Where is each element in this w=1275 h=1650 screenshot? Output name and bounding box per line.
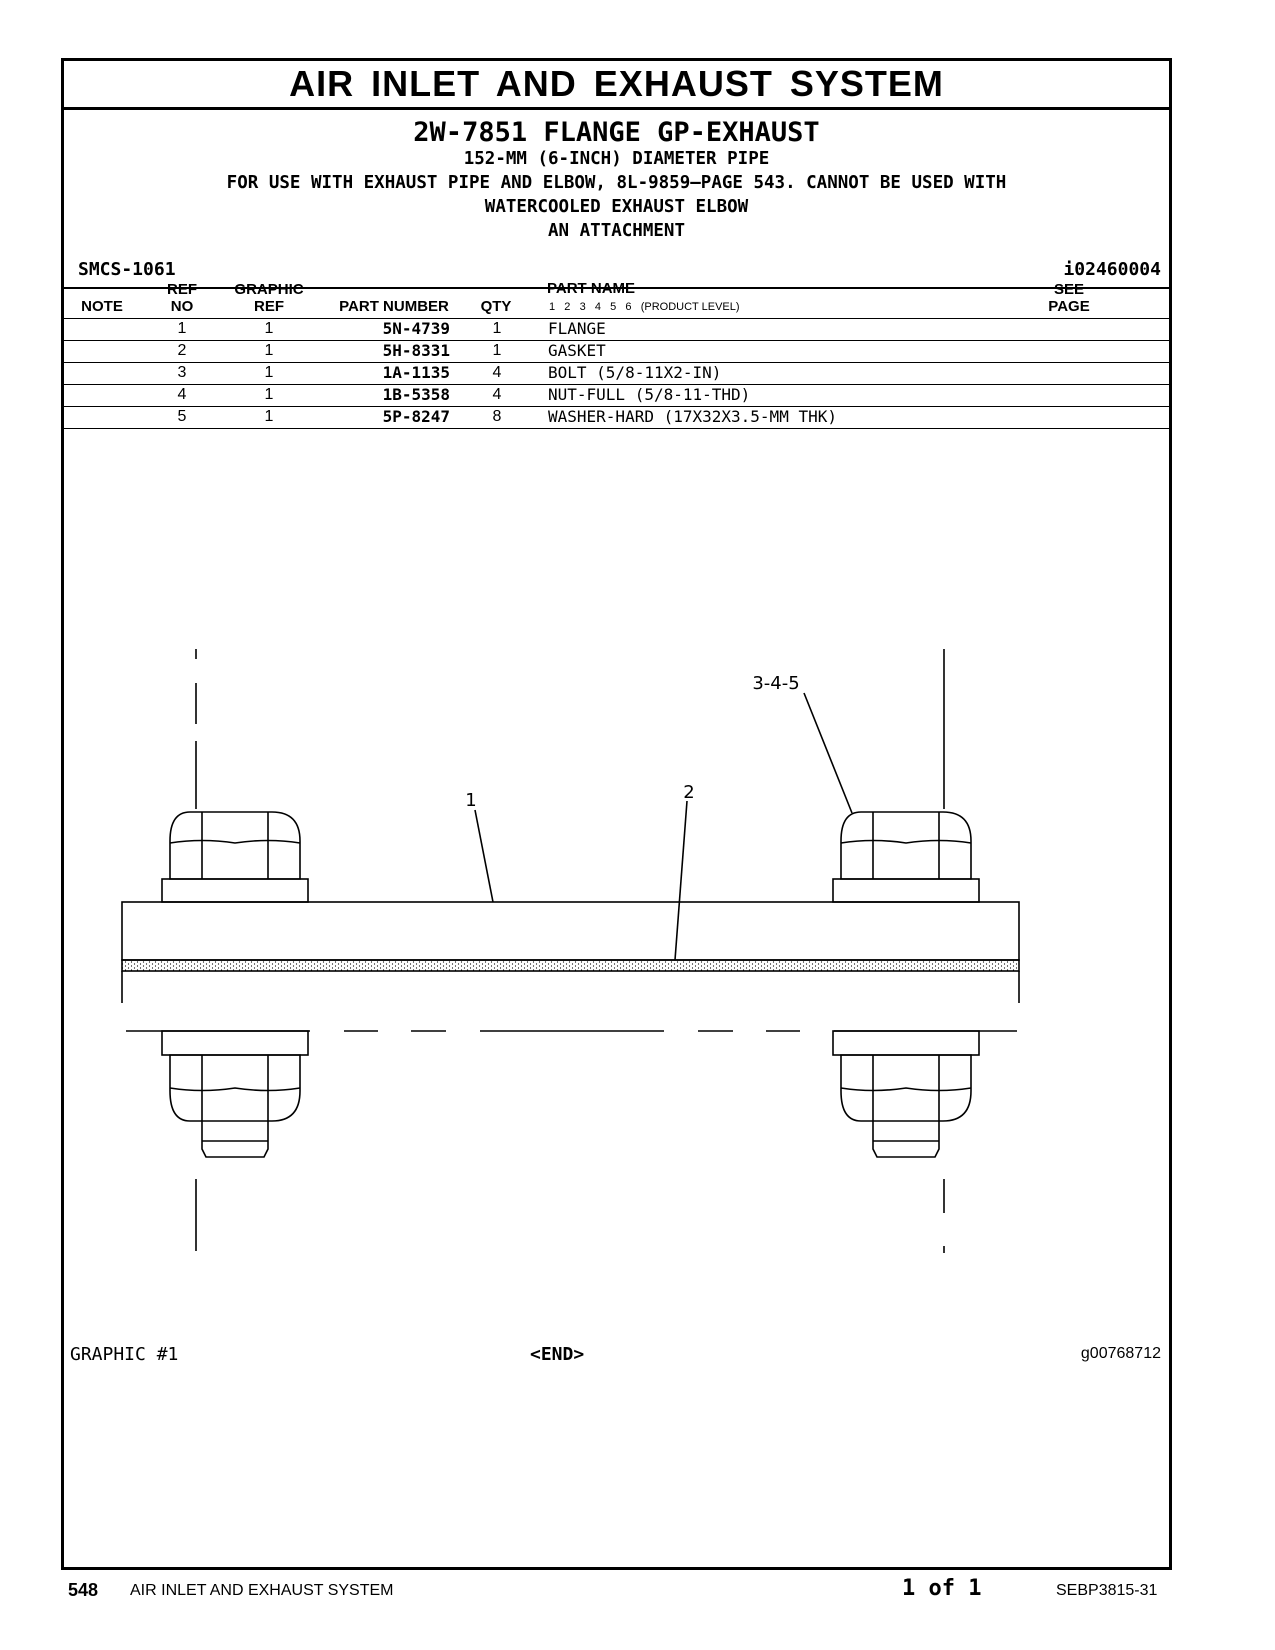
header-part-number: PART NUMBER xyxy=(339,298,449,315)
washer-lower-left xyxy=(162,1031,308,1055)
bolt-end-right xyxy=(873,1121,939,1157)
row-part-name: FLANGE xyxy=(548,319,606,338)
header-qty: QTY xyxy=(480,298,512,315)
page-of: 1 of 1 xyxy=(902,1576,982,1601)
row-part-number: 1A-1135 xyxy=(382,363,450,382)
subtitle-line: 152-MM (6-INCH) DIAMETER PIPE xyxy=(463,149,770,169)
callout-label-2: 2 xyxy=(683,782,695,803)
row-graphic-ref: 1 xyxy=(264,364,274,381)
row-graphic-ref: 1 xyxy=(264,320,274,337)
header-ref-no: NO xyxy=(170,298,194,315)
callout-label-345: 3-4-5 xyxy=(752,673,800,694)
callout-label-1: 1 xyxy=(465,790,477,811)
row-part-name: GASKET xyxy=(548,341,606,360)
leader-line-2 xyxy=(675,801,687,960)
row-ref-no: 4 xyxy=(177,386,187,403)
header-part-name: PART NAME xyxy=(547,280,636,297)
row-graphic-ref: 1 xyxy=(264,408,274,425)
header-see: SEE xyxy=(1053,281,1084,298)
footer-section: AIR INLET AND EXHAUST SYSTEM xyxy=(130,1582,394,1599)
subtitle-line: FOR USE WITH EXHAUST PIPE AND ELBOW, 8L-9859—PAGE 543. CANNOT BE USED WITH xyxy=(226,173,1007,193)
row-part-number: 5N-4739 xyxy=(382,319,450,338)
header-graphic-ref: REF xyxy=(254,298,284,315)
header-note: NOTE xyxy=(81,298,123,315)
washer-upper-right xyxy=(833,879,979,902)
leader-line-1 xyxy=(475,810,493,902)
group-title: 2W-7851 FLANGE GP-EXHAUST xyxy=(413,117,820,148)
row-qty: 1 xyxy=(492,342,502,359)
row-ref-no: 1 xyxy=(177,320,187,337)
flange-plate xyxy=(122,902,1019,960)
row-part-number: 1B-5358 xyxy=(382,385,450,404)
header-product-level: 1 2 3 4 5 6 (PRODUCT LEVEL) xyxy=(549,301,740,313)
end-marker: <END> xyxy=(530,1344,585,1365)
row-qty: 4 xyxy=(492,386,502,403)
header-graphic: GRAPHIC xyxy=(234,281,304,298)
row-graphic-ref: 1 xyxy=(264,386,274,403)
row-part-number: 5P-8247 xyxy=(382,407,450,426)
subtitle-line: AN ATTACHMENT xyxy=(548,221,685,241)
nut-lower-right xyxy=(841,1055,971,1121)
bolt-end-left xyxy=(202,1121,268,1157)
graphic-id: g00768712 xyxy=(1080,1345,1161,1362)
flange-assembly-drawing xyxy=(64,61,1169,1567)
washer-upper-left xyxy=(162,879,308,902)
leader-line-345 xyxy=(804,693,852,813)
row-part-name: NUT-FULL (5/8-11-THD) xyxy=(548,385,751,404)
header-see-page: PAGE xyxy=(1048,298,1090,315)
row-ref-no: 3 xyxy=(177,364,187,381)
nut-upper-right xyxy=(841,812,971,879)
nut-upper-left xyxy=(170,812,300,879)
row-part-number: 5H-8331 xyxy=(382,341,450,360)
graphic-label: GRAPHIC #1 xyxy=(70,1344,179,1365)
row-ref-no: 5 xyxy=(177,408,187,425)
nut-lower-left xyxy=(170,1055,300,1121)
page-number: 548 xyxy=(68,1580,99,1600)
document-id: i02460004 xyxy=(1063,259,1161,280)
smcs-code: SMCS-1061 xyxy=(78,259,176,280)
row-graphic-ref: 1 xyxy=(264,342,274,359)
row-ref-no: 2 xyxy=(177,342,187,359)
row-qty: 8 xyxy=(492,408,502,425)
row-qty: 1 xyxy=(492,320,502,337)
section-title: AIR INLET AND EXHAUST SYSTEM xyxy=(64,61,1169,110)
gasket xyxy=(122,960,1019,971)
header-ref: REF xyxy=(167,281,197,298)
row-part-name: BOLT (5/8-11X2-IN) xyxy=(548,363,722,382)
subtitle-line: WATERCOOLED EXHAUST ELBOW xyxy=(484,197,749,217)
row-qty: 4 xyxy=(492,364,502,381)
row-part-name: WASHER-HARD (17X32X3.5-MM THK) xyxy=(548,407,837,426)
doc-number: SEBP3815-31 xyxy=(1056,1582,1158,1599)
page-frame xyxy=(61,58,1172,1570)
washer-lower-right xyxy=(833,1031,979,1055)
